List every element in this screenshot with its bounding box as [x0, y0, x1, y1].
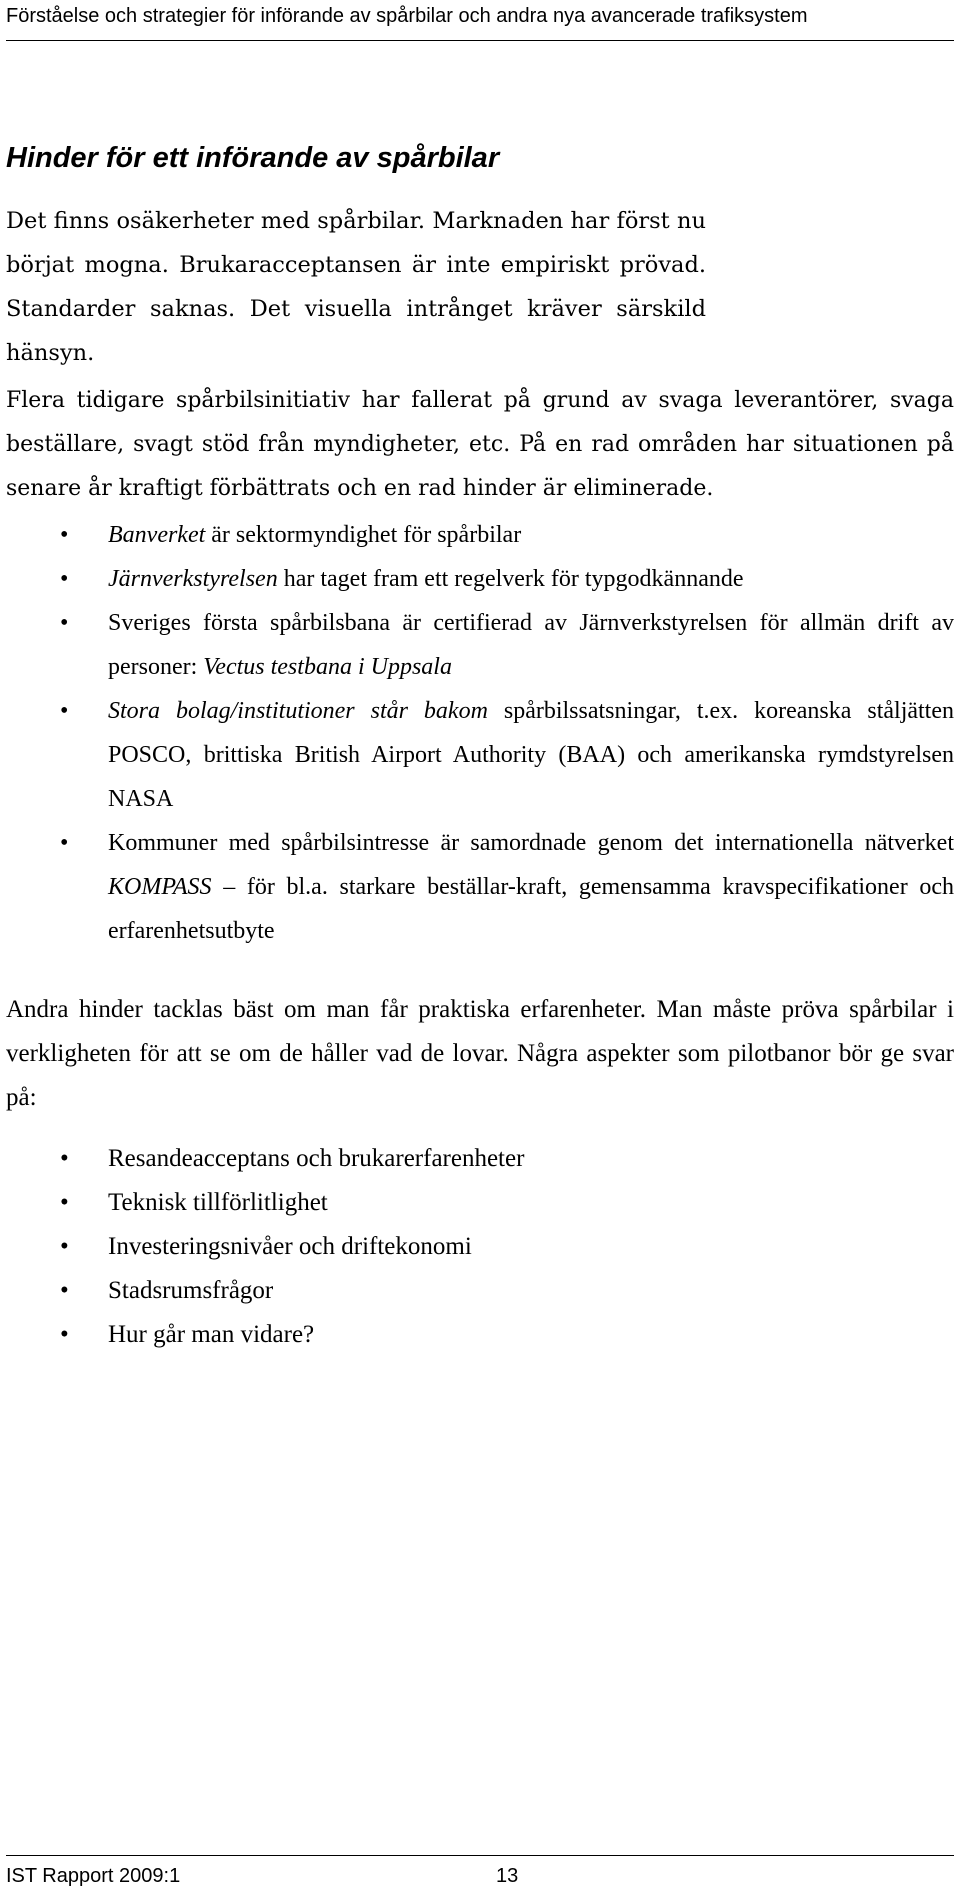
list-item — [8, 513, 954, 557]
item-emphasis: KOMPASS — [108, 874, 212, 900]
bullet-icon: • — [60, 522, 69, 548]
item-text: spårbilssatsningar, t.ex. koreanska ståljätten POSCO, brittiska British Airport Authority (BAA) och amerikanska rymdstyrelsen NASA — [108, 698, 955, 812]
section-heading: Hinder för ett införande av spårbilar — [6, 142, 500, 174]
list-item — [8, 689, 954, 821]
item-emphasis: Stora bolag/institutioner står bakom — [108, 698, 488, 724]
item-emphasis: Banverket — [108, 522, 206, 548]
bullet-icon: • — [60, 1189, 69, 1216]
running-header: Förståelse och strategier för införande av spårbilar och andra nya avancerade trafiksystem — [6, 5, 808, 27]
intro-paragraph: Det finns osäkerheter med spårbilar. Marknaden har först nu börjat mogna. Brukaracceptansen är inte empiriskt prövad. Standarder saknas. Det visuella intrånget kräver särskild hänsyn. — [6, 208, 706, 366]
item-text: är sektormyndighet för spårbilar — [205, 522, 522, 548]
item-text: – för bl.a. starkare beställar-kraft, gemensamma kravspecifikationer och erfarenhetsutbyte — [108, 874, 954, 944]
footer-report: IST Rapport 2009:1 — [6, 1865, 181, 1887]
header-rule — [6, 40, 954, 41]
list-item — [8, 821, 954, 953]
item-text: Hur går man vidare? — [108, 1321, 315, 1348]
item-text: Kommuner med spårbilsintresse är samordnade genom det internationella nätverket — [108, 830, 954, 856]
list-item — [8, 601, 954, 689]
item-text: Investeringsnivåer och driftekonomi — [108, 1233, 472, 1260]
page-number: 13 — [496, 1865, 519, 1887]
list-item — [8, 1225, 954, 1269]
item-text: Stadsrumsfrågor — [108, 1277, 274, 1304]
bullet-icon: • — [60, 1321, 69, 1348]
list-item — [8, 557, 954, 601]
bullet-icon: • — [60, 830, 69, 856]
item-emphasis: Järnverkstyrelsen — [108, 566, 278, 592]
list-item — [8, 1181, 954, 1225]
pilot-aspects-list — [8, 1137, 954, 1357]
bullet-icon: • — [60, 1233, 69, 1260]
item-text: har taget fram ett regelverk för typgodkännande — [277, 566, 744, 592]
list-item — [8, 1137, 954, 1181]
item-text: Resandeacceptans och brukarerfarenheter — [108, 1145, 525, 1172]
list-item — [8, 1313, 954, 1357]
item-text: Sveriges första spårbilsbana är certifierad av Järnverkstyrelsen för allmän drift av personer: — [108, 610, 954, 680]
list-item — [8, 1269, 954, 1313]
bullet-icon: • — [60, 1277, 69, 1304]
bullet-icon: • — [60, 566, 69, 592]
footer-rule — [6, 1855, 954, 1856]
bullet-icon: • — [60, 1145, 69, 1172]
item-text: Teknisk tillförlitlighet — [108, 1189, 328, 1216]
bullet-icon: • — [60, 698, 69, 724]
pilot-paragraph: Andra hinder tacklas bäst om man får praktiska erfarenheter. Man måste pröva spårbilar i verkligheten för att se om de håller vad de lovar. Några aspekter som pilotbanor bör ge svar på: — [6, 996, 954, 1111]
progress-list — [8, 513, 954, 953]
item-emphasis: Vectus testbana i Uppsala — [203, 654, 452, 680]
progress-paragraph: Flera tidigare spårbilsinitiativ har fallerat på grund av svaga leverantörer, svaga beställare, svagt stöd från myndigheter, etc. På en rad områden har situationen på senare år kraftigt förbättrats och en rad hinder är eliminerade. — [6, 388, 954, 501]
bullet-icon: • — [60, 610, 69, 636]
